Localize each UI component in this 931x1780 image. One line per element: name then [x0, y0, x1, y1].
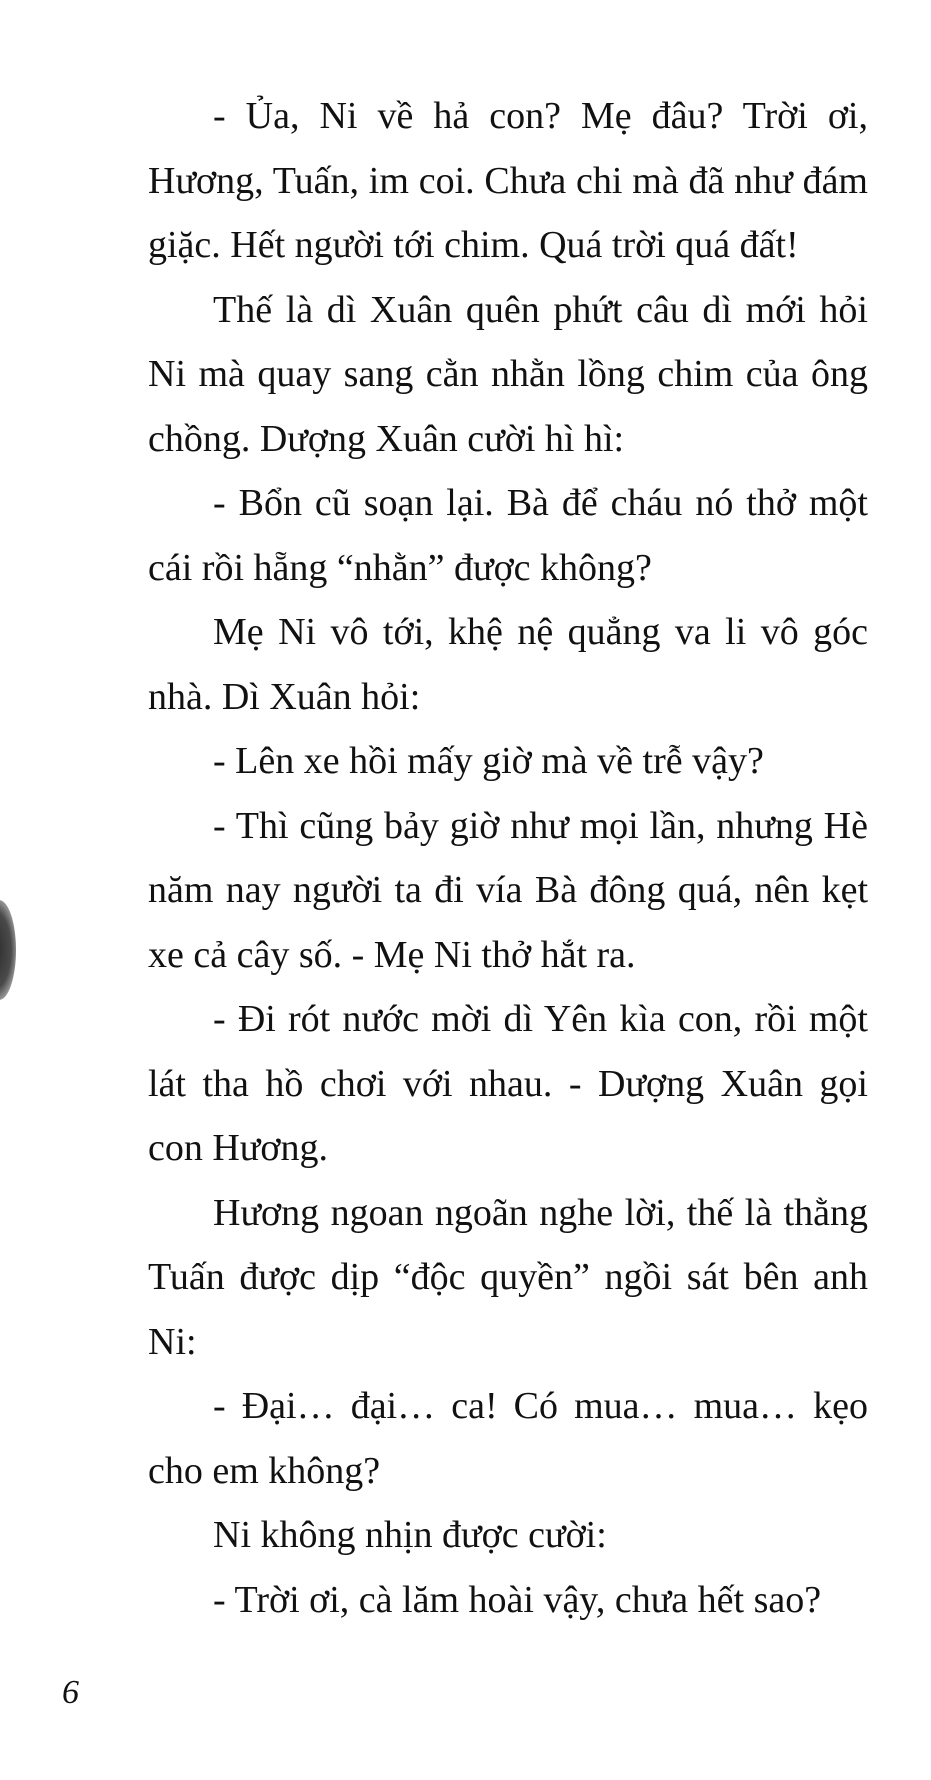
- paragraph: Hương ngoan ngoãn nghe lời, thế là thằng Tuấn được dịp “độc quyền” ngồi sát bên anh Ni:: [148, 1191, 868, 1363]
- paragraph: - Lên xe hồi mấy giờ mà về trễ vậy?: [213, 740, 764, 782]
- body-text: [148, 84, 868, 1632]
- paragraph: Thế là dì Xuân quên phứt câu dì mới hỏi Ni mà quay sang cằn nhằn lồng chim của ông chồng. Dượng Xuân cười hì hì:: [148, 288, 868, 460]
- paragraph: Mẹ Ni vô tới, khệ nệ quẳng va li vô góc nhà. Dì Xuân hỏi:: [148, 611, 868, 718]
- paragraph: - Đi rót nước mời dì Yên kìa con, rồi một lát tha hồ chơi với nhau. - Dượng Xuân gọi con Hương.: [148, 998, 868, 1169]
- paragraph: - Đại… đại… ca! Có mua… mua… kẹo cho em không?: [148, 1385, 868, 1492]
- paragraph: - Thì cũng bảy giờ như mọi lần, nhưng Hè năm nay người ta đi vía Bà đông quá, nên kẹt xe cả cây số. - Mẹ Ni thở hắt ra.: [148, 804, 868, 976]
- paragraph: Ni không nhịn được cười:: [213, 1514, 607, 1556]
- binding-shadow: [0, 900, 16, 1000]
- paragraph: - Bổn cũ soạn lại. Bà để cháu nó thở một cái rồi hẵng “nhằn” được không?: [148, 482, 868, 589]
- paragraph: - Ủa, Ni về hả con? Mẹ đâu? Trời ơi, Hương, Tuấn, im coi. Chưa chi mà đã như đám giặc. Hết người tới chim. Quá trời quá đất!: [148, 95, 868, 266]
- paragraph: - Trời ơi, cà lăm hoài vậy, chưa hết sao?: [213, 1578, 822, 1621]
- page-number: 6: [62, 1674, 79, 1711]
